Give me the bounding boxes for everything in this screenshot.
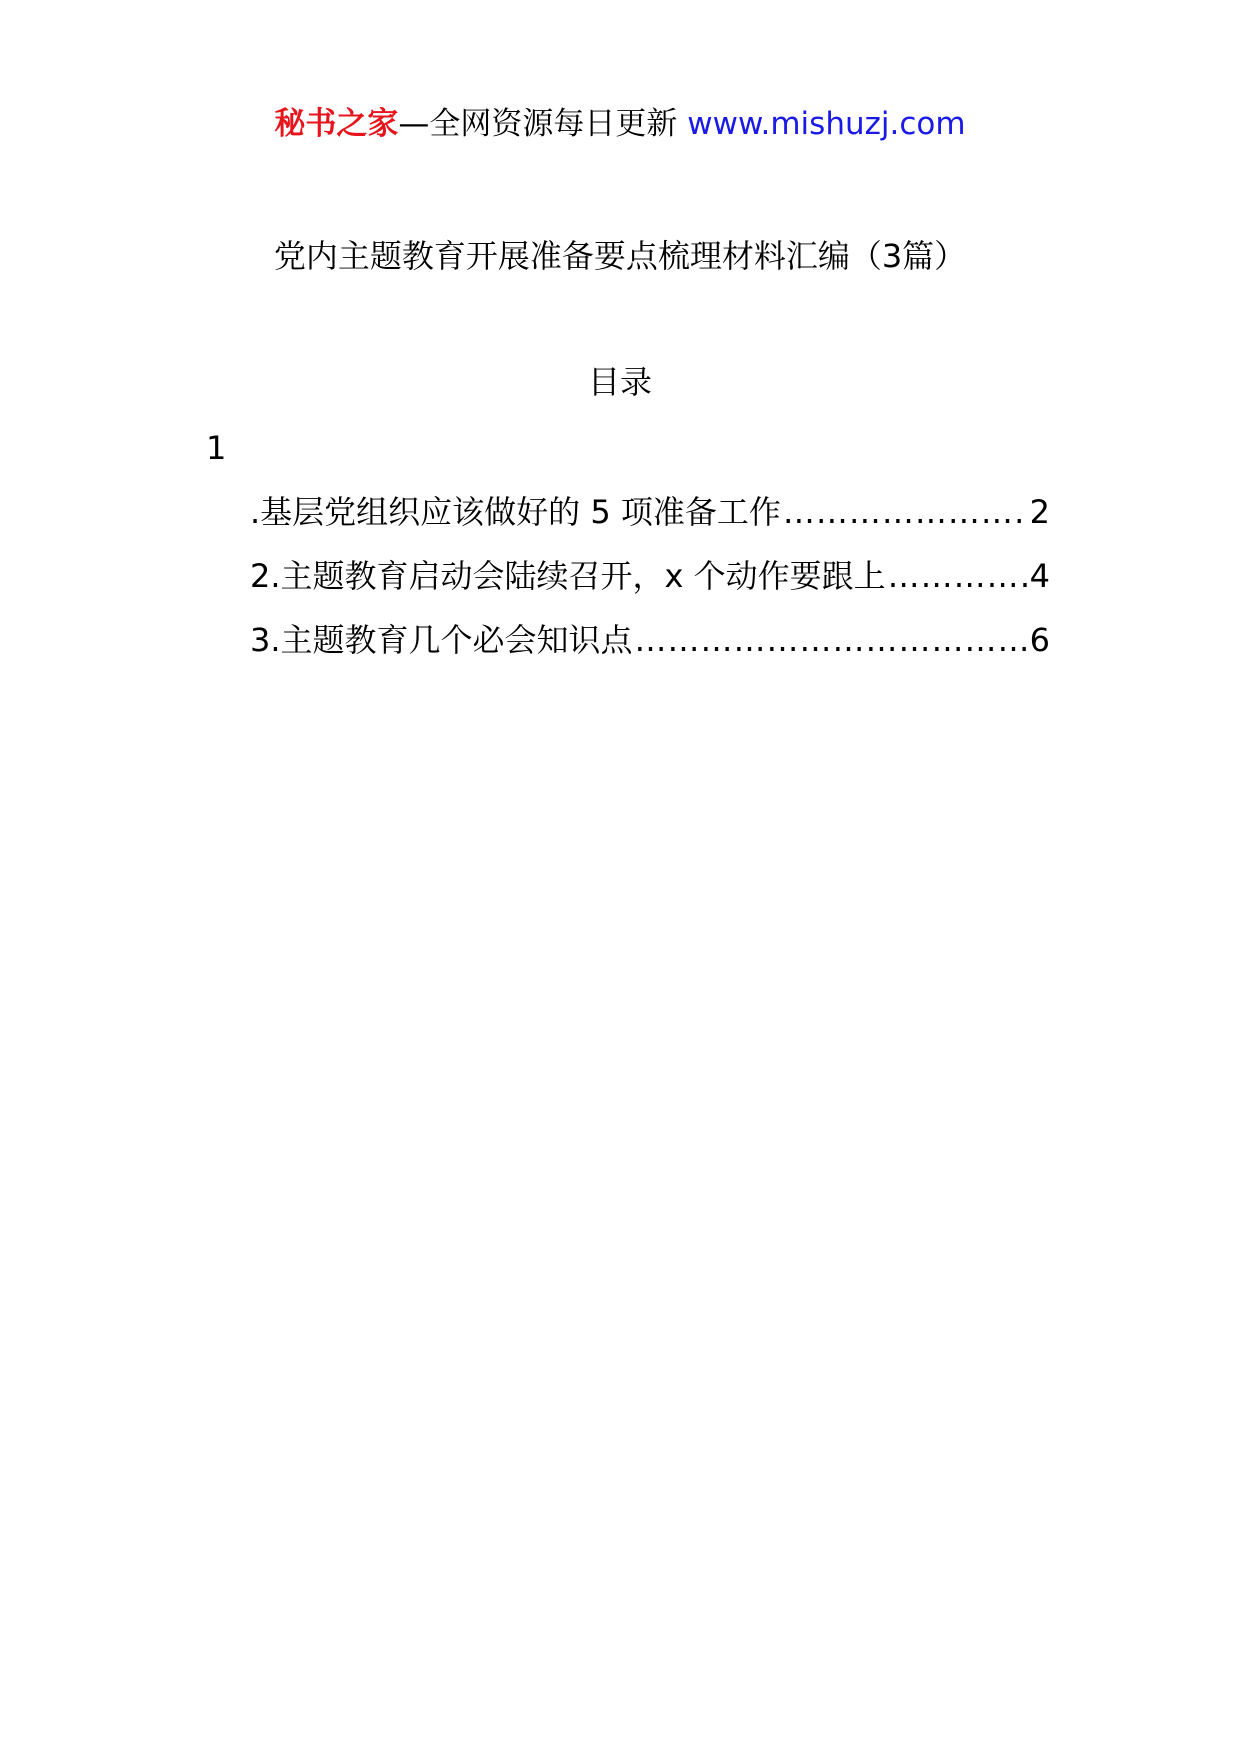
toc-heading: 目录 — [587, 363, 652, 401]
site-header — [0, 100, 1240, 148]
toc-entry-text: 2.主题教育启动会陆续召开，x 个动作要跟上 — [250, 557, 886, 595]
toc-entry[interactable] — [250, 488, 1050, 536]
toc-entry-text: .基层党组织应该做好的 5 项准备工作 — [250, 493, 781, 531]
header-tagline: —全网资源每日更新 — [398, 106, 678, 142]
toc-leader-dots — [635, 616, 1028, 664]
toc-first-number: 1 — [206, 429, 227, 467]
brand-name: 秘书之家 — [274, 106, 399, 142]
document-title: 党内主题教育开展准备要点梳理材料汇编（3篇） — [273, 237, 967, 275]
toc-leader-dots — [783, 488, 1028, 536]
toc-entry-text: 3.主题教育几个必会知识点 — [250, 621, 633, 659]
toc-entry[interactable] — [250, 552, 1050, 600]
toc-entry-page: 6 — [1029, 621, 1050, 659]
toc-entry-page: 4 — [1029, 557, 1050, 595]
toc-entry-page: 2 — [1029, 493, 1050, 531]
toc-entry[interactable] — [250, 616, 1050, 664]
site-url-link[interactable]: www.mishuzj.com — [687, 106, 966, 142]
toc-leader-dots — [888, 552, 1028, 600]
